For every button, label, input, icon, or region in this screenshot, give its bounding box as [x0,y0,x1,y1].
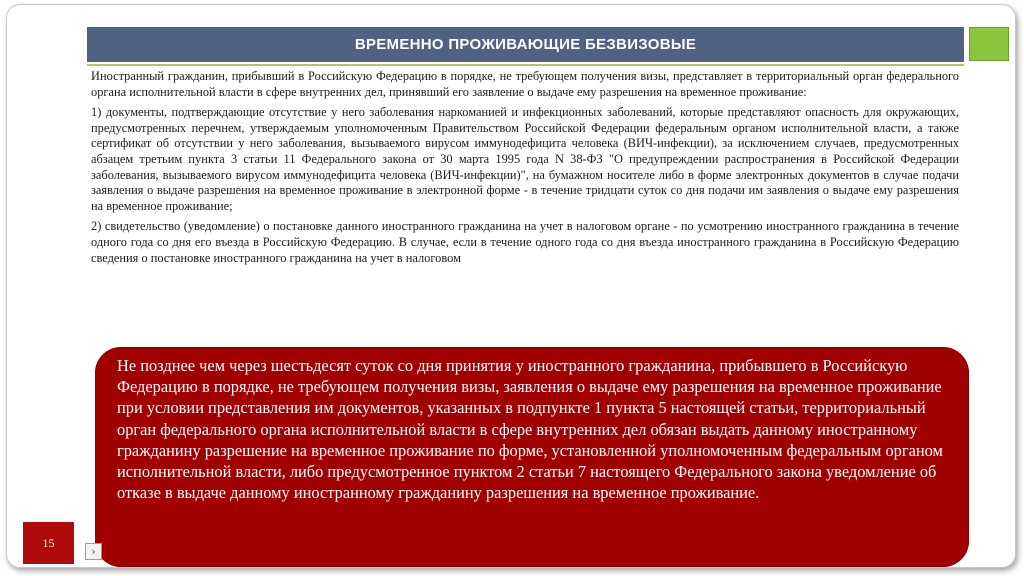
intro-paragraph: Иностранный гражданин, прибывший в Российскую Федерацию в порядке, не требующем получения визы, представляет в территориальный орган федерального органа исполнительной власти в сфере внутренних дел, принявший его заявление о выдаче ему разрешения на временное проживание: [91,69,959,99]
slide-body [91,69,959,271]
title-underline [87,64,964,66]
next-slide-button[interactable] [85,543,102,560]
highlight-callout: Не позднее чем через шестьдесят суток со дня принятия у иностранного гражданина, прибывшего в Российскую Федерацию в порядке, не требующем получения визы, заявления о выдаче ему разрешения на временное проживание при условии представления им документов, указанных в подпункте 1 пункта 5 настоящей статьи, территориальный орган федерального органа исполнительной власти в сфере внутренних дел обязан выдать данному иностранному гражданину разрешение на временное проживание по форме, установленной уполномоченным федеральным органом исполнительной власти, либо предусмотренное пунктом 2 статьи 7 настоящего Федерального закона уведомление об отказе в выдаче данному иностранному гражданину разрешения на временное проживание. [95,347,969,567]
slide-title: ВРЕМЕННО ПРОЖИВАЮЩИЕ БЕЗВИЗОВЫЕ [87,27,964,62]
page-number-badge: 15 [23,522,74,564]
item-1-paragraph: 1) документы, подтверждающие отсутствие у него заболевания наркоманией и инфекционных заболеваний, которые представляют опасность для окружающих, предусмотренных перечнем, утверждаемым уполномоченным Правительством Российской Федерации федеральным органом исполнительной власти, а также сертификат об отсутствии у него заболевания, вызываемого вирусом иммунодефицита человека (ВИЧ-инфекции), за исключением случаев, предусмотренных абзацем третьим пункта 3 статьи 11 Федерального закона от 30 марта 1995 года N 38-ФЗ "О предупреждении распространения в Российской Федерации заболевания, вызываемого вирусом иммунодефицита человека (ВИЧ-инфекции)", на бумажном носителе либо в форме электронных документов в случае подачи заявления о выдаче разрешения на временное проживание в электронной форме - в течение тридцати суток со дня подачи им заявления о выдаче ему разрешения на временное проживание; [91,105,959,213]
chevron-right-icon: › [91,545,96,558]
slide-frame [6,4,1016,568]
item-2-paragraph: 2) свидетельство (уведомление) о постановке данного иностранного гражданина на учет в налоговом органе - по усмотрению иностранного гражданина в течение одного года со дня его въезда в Российскую Федерацию. В случае, если в течение одного года со дня въезда иностранного гражданина в Российскую Федерацию сведения о постановке иностранного гражданина на учет в налоговом [91,219,959,265]
accent-square [969,27,1009,61]
